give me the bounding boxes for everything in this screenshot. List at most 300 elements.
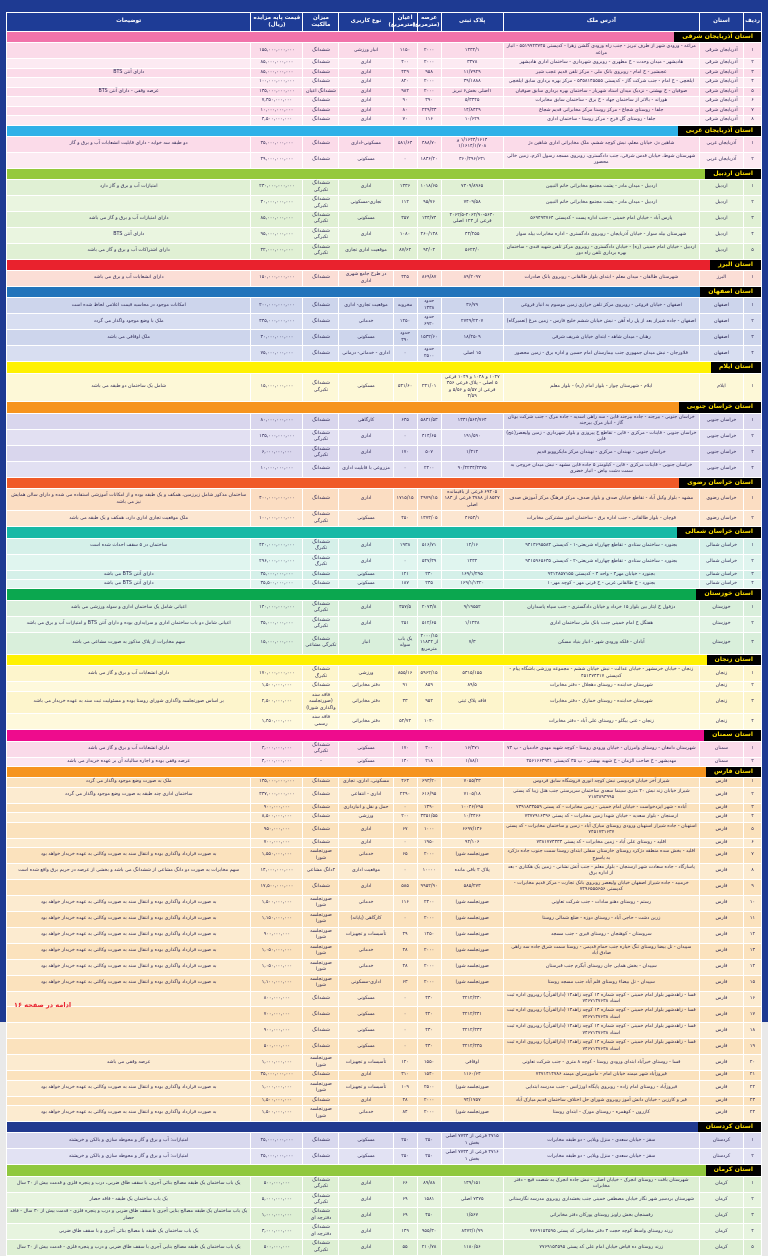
cell-land-area: ۹۲/۰۴ (417, 243, 441, 259)
cell-building-area: ۴۸ (393, 943, 417, 959)
cell-usage-type: مزروعی با قابلیت اداری (339, 461, 393, 477)
cell-base-price: ۷,۳۵۰,۰۰۰,۰۰۰ (251, 97, 303, 106)
cell-building-area: ۱۳۳۶ (393, 180, 417, 196)
cell-plate-number: ۸۹/۲۰۹۷ (441, 271, 503, 287)
cell-plate-number: ۱۸/۴۵۰۹ (441, 330, 503, 346)
cell-address: اردبیل - خیابان امام خمینی (ره) - خیابان دادگستری - روبروی مرکز تلفن شهید قندی - ساختمان بهره برداری تلفن راه دور (503, 243, 699, 259)
cell-row-index: ۱۱ (743, 911, 761, 927)
cell-building-area: ۴۲۹ (393, 68, 417, 77)
cell-address: سپیدان - تل بیضاء روستای قلم آباد جنب مسجد روستا (503, 975, 699, 991)
cell-plate-number: ۴۴/۲۵۵ (441, 227, 503, 243)
cell-usage-type: مسکونی (339, 1007, 393, 1023)
cell-base-price: ۱,۰۰۰,۰۰۰,۰۰۰ (251, 1055, 303, 1071)
cell-address: فسا - زاهدشهر بلوار امام خمینی - کوچه شماره ۱۴ کوچه زاهد۱۴ (دارالقرآن) روبروی اداره ثبت اسناد ۷۴۶۷۱۳۷۶۳۸ (503, 1023, 699, 1039)
cell-base-price: ۱,۰۰۰,۰۰۰,۰۰۰ (251, 1080, 303, 1096)
table-row (7, 570, 762, 579)
cell-row-index: ۴ (743, 1224, 761, 1240)
cell-building-area: یک باب سوله (393, 632, 417, 654)
section-strip (7, 31, 762, 42)
section-strip (7, 1165, 762, 1176)
cell-notes: ملک موقعیت تجاری اداری دارد، همکف و یک طبقه می باشد (7, 511, 251, 527)
cell-row-index: ۲ (743, 196, 761, 212)
cell-row-index: ۲ (743, 314, 761, 330)
cell-plate-number: ۷۴۷۵ اصلی (441, 1192, 503, 1208)
cell-base-price: ۵,۰۰۰,۰۰۰,۰۰۰ (251, 1192, 303, 1208)
cell-ownership: ششدانگ (303, 413, 339, 429)
cell-row-index: ۱ (743, 136, 761, 152)
section-strip (7, 730, 762, 741)
table-row (7, 741, 762, 757)
cell-province: خراسان رضوی (699, 511, 743, 527)
cell-ownership: صورتجلسه شورا (303, 943, 339, 959)
cell-row-index: ۴ (743, 346, 761, 362)
cell-notes: امتیازات: آب و برق و گاز و محوطه سازی و بالکن و خرپشته (7, 1149, 251, 1165)
cell-base-price: ۱,۵۰۰,۰۰۰,۰۰۰ (251, 682, 303, 691)
cell-land-area: ۲۰۰۰ (417, 59, 441, 68)
cell-base-price: ۱۷,۵۰۰,۰۰۰,۰۰۰ (251, 879, 303, 895)
cell-usage-type: مسکونی (339, 1039, 393, 1055)
cell-notes (7, 1039, 251, 1055)
cell-row-index: ۱ (743, 741, 761, 757)
cell-address: فسا - زاهدشهر بلوار امام خمینی - کوچه شماره ۱۴ کوچه زاهد۱۴ (دارالقرآن) روبروی اداره ثبت اسناد ۷۴۶۷۱۳۷۶۳۸ (503, 1039, 699, 1055)
cell-notes (7, 1007, 251, 1023)
section-label: استان خراسان جنوبی (679, 402, 761, 412)
cell-notes (7, 78, 251, 87)
cell-land-area: ۲۰۰۰ (417, 43, 441, 59)
column-header-plate-number: پلاک ثبتی (441, 13, 503, 32)
table-row (7, 895, 762, 911)
cell-plate-number: صورتجلسه شورا (441, 1080, 503, 1096)
cell-address: اردبیل - میدان مادر - پشت مجتمع مخابراتی خاتم النبیین (503, 196, 699, 212)
cell-usage-type: اداری (339, 822, 393, 838)
cell-notes (7, 803, 251, 812)
cell-plate-number: اوقافی (441, 1055, 503, 1071)
table-row (7, 600, 762, 616)
cell-land-area: ۵۸۳۱/۵۳ (417, 413, 441, 429)
cell-ownership: ششدانگ (303, 68, 339, 77)
table-row (7, 838, 762, 847)
cell-notes: ملک اوقافی می باشد (7, 330, 251, 346)
cell-usage-type: مسکونی-اداری (339, 136, 393, 152)
cell-notes (7, 97, 251, 106)
section-strip (7, 402, 762, 413)
cell-ownership: ششدانگ (303, 1133, 339, 1149)
cell-address: شهرستان بافت - روستای انجرک - خیابان اصلی - نبش جاده انجرک به شصت فیچ - دفتر مخابرات (503, 1176, 699, 1192)
cell-building-area: ۹۰ (393, 97, 417, 106)
cell-land-area: ۴۵۰ (417, 1208, 441, 1224)
cell-land-area: ۱۳۹۰ (417, 803, 441, 812)
cell-land-area: ۲۰۰۰ (417, 975, 441, 991)
cell-province: زنجان (699, 691, 743, 713)
cell-address: خراسان جنوبی - قاینات مرکزی - قاین - کیلومتر ۵ جاده قاین مشهد - نبش میدان خروجی به سمت دشت بیاض - انبار خضری (503, 461, 699, 477)
cell-building-area: ۵۵ (393, 1240, 417, 1256)
cell-usage-type: مسکونی (339, 330, 393, 346)
cell-row-index: ۵ (743, 822, 761, 838)
cell-ownership: ششدانگ (303, 116, 339, 125)
cell-notes (7, 682, 251, 691)
cell-base-price: ۴,۰۰۰,۰۰۰,۰۰۰ (251, 757, 303, 766)
cell-province: آذربایجان شرقی (699, 59, 743, 68)
cell-address: فسا - زاهدشهر بلوار امام خمینی - کوچه شماره ۱۴ کوچه زاهد۱۴ (دارالقرآن) روبروی اداره ثبت اسناد ۷۴۶۷۱۳۷۶۳۸ (503, 1007, 699, 1023)
cell-province: اصفهان (699, 330, 743, 346)
cell-land-area: ۱۵۴۰ (417, 1071, 441, 1080)
cell-land-area: ۱۱۶ (417, 116, 441, 125)
cell-base-price: ۱۳۵,۰۰۰,۰۰۰,۰۰۰ (251, 778, 303, 787)
cell-notes (7, 1096, 251, 1105)
cell-usage-type: اداری (339, 68, 393, 77)
cell-row-index: ۱ (743, 1176, 761, 1192)
cell-ownership: ششدانگ تکبرگ (303, 538, 339, 554)
cell-usage-type: اداری (339, 1240, 393, 1256)
cell-row-index: ۳ (743, 632, 761, 654)
cell-plate-number: ۶۶۹۷/۱۳۶ (441, 822, 503, 838)
cell-ownership: ششدانگ (303, 136, 339, 152)
cell-usage-type: اداری (339, 180, 393, 196)
table-row (7, 59, 762, 68)
cell-ownership: ششدانگ تکبرگی (303, 196, 339, 212)
cell-land-area: ۱۰۰۰۰ (417, 864, 441, 880)
cell-plate-number: ۶۹۴۰۵ فرعی از باقیمانده ۸۵۲۷ از ۳۷۸۸ فرعی از ۱۸۳ اصلی (441, 488, 503, 510)
cell-row-index: ۳ (743, 691, 761, 713)
cell-land-area: ۱۰۱۸/۶۵ (417, 180, 441, 196)
cell-usage-type: اداری - خدماتی- درمانی (339, 346, 393, 362)
cell-plate-number: ۴۶۵۳/۱ (441, 511, 503, 527)
cell-row-index: ۱۸ (743, 1023, 761, 1039)
cell-usage-type: مسکونی (339, 757, 393, 766)
header-row (7, 13, 762, 32)
cell-province: فارس (699, 1096, 743, 1105)
cell-usage-type: خدماتی (339, 314, 393, 330)
cell-province: فارس (699, 838, 743, 847)
cell-notes: ساختمان در ۵ سقف احداث شده است (7, 538, 251, 554)
cell-building-area: ۳۵۷/۵ (393, 600, 417, 616)
cell-ownership: ششدانگ (303, 838, 339, 847)
cell-plate-number: ۱۴۳۲/۱ (441, 43, 503, 59)
cell-plate-number: ۱۳۹/۱۵۱ (441, 1176, 503, 1192)
cell-address: خراسان جنوبی - قاینات - مرکزی - قاین - تقاطع خ پیروزی و بلوار شهرداری - زمین ولیعصر(عج) قاین (503, 429, 699, 445)
cell-notes (7, 152, 251, 168)
cell-building-area: ۰ (393, 1023, 417, 1039)
cell-plate-number: صورتجلسه شورا (441, 959, 503, 975)
cell-land-area: ۵۱۶/۷۱ (417, 538, 441, 554)
cell-notes: عرصه وقفی بوده و اجاره سالیانه آن بر عهده خریدار می باشد (7, 757, 251, 766)
table-row (7, 959, 762, 975)
cell-building-area: ۱۹۳۸ (393, 538, 417, 554)
cell-province: آذربایجان غربی (699, 152, 743, 168)
cell-notes: به صورت قرارداد واگذاری بوده و انتقال سند به صورت وکالتی به عهده خریدار خواهد بود (7, 1080, 251, 1096)
cell-province: کرمان (699, 1224, 743, 1240)
cell-plate-number: ۱۱۸۰/۵۶ (441, 1240, 503, 1256)
cell-building-area: ۹۸۲ (393, 87, 417, 96)
cell-ownership: ششدانگ (303, 314, 339, 330)
cell-land-area: ۴۳۰ (417, 991, 441, 1007)
table-row (7, 554, 762, 570)
table-row (7, 666, 762, 682)
cell-land-area: ۵۱۲/۶۵ (417, 616, 441, 632)
cell-row-index: ۵ (743, 87, 761, 96)
cell-base-price: ۲۳۰,۰۰۰,۰۰۰,۰۰۰ (251, 180, 303, 196)
table-row (7, 714, 762, 730)
cell-address: سقز - خیابان سعدی - منزل ویلایی - دو طبقه مخابرات (503, 1149, 699, 1165)
section-strip (7, 1122, 762, 1133)
cell-ownership: ششدانگ تکبرگی (303, 1240, 339, 1256)
cell-land-area: ۹۵۵/۳۰ (417, 1224, 441, 1240)
cell-row-index: ۱ (743, 271, 761, 287)
cell-province: خراسان جنوبی (699, 461, 743, 477)
cell-building-area: ۴۶۳ (393, 778, 417, 787)
cell-plate-number: ۱۶۹/۱/۱۳۲۰ (441, 579, 503, 588)
cell-plate-number: ۸۴۷۲/۱/۹۹ (441, 1224, 503, 1240)
section-label: استان البرز (710, 260, 761, 270)
cell-province: فارس (699, 959, 743, 975)
cell-building-area: ۱۸۷ (393, 579, 417, 588)
cell-base-price: ۴۹,۰۰۰,۰۰۰,۰۰۰ (251, 152, 303, 168)
cell-usage-type: اداری (339, 1208, 393, 1224)
cell-usage-type: حمل و نقل و انبارداری (339, 803, 393, 812)
table-row (7, 180, 762, 196)
cell-notes (7, 43, 251, 59)
cell-notes (7, 106, 251, 115)
cell-base-price: ۸۵,۰۰۰,۰۰۰,۰۰۰ (251, 68, 303, 77)
cell-usage-type: اداری (339, 429, 393, 445)
continued-note: ادامه در صفحه ۱۶ (14, 1001, 72, 1009)
cell-ownership: ششدانگ (303, 1039, 339, 1055)
cell-land-area: ۸۵۹ (417, 682, 441, 691)
cell-building-area: ۶۹ (393, 1192, 417, 1208)
cell-row-index: ۱ (743, 488, 761, 510)
table-row (7, 78, 762, 87)
cell-usage-type: دفتر مخابراتی (339, 714, 393, 730)
table-row (7, 1192, 762, 1208)
cell-address: فسا - روستای خیرآباد ابتدای ورودی روستا - کوچه ۸ متری - جنب شرکت تعاونی (503, 1055, 699, 1071)
cell-land-area: ۵۹۶۲/۱۵ (417, 666, 441, 682)
cell-base-price: ۹۰۰,۰۰۰,۰۰۰ (251, 1023, 303, 1039)
cell-land-area: ۲۰۰۰ (417, 1096, 441, 1105)
cell-row-index: ۱ (743, 373, 761, 402)
cell-notes: به صورت قرارداد واگذاری بوده و انتقال سند به صورت وکالتی به عهده خریدار خواهد بود (7, 911, 251, 927)
cell-province: خراسان شمالی (699, 554, 743, 570)
cell-plate-number: ۹۴/۱۷۵۷ (441, 1096, 503, 1105)
cell-ownership: ششدانگ (303, 488, 339, 510)
cell-usage-type: تأسیسات و تجهیزات (339, 1055, 393, 1071)
cell-notes: عرصه وقفی می باشد (7, 1055, 251, 1071)
cell-base-price: ۸۵,۰۰۰,۰۰۰,۰۰۰ (251, 59, 303, 68)
cell-plate-number: صورتجلسه شورا (441, 895, 503, 911)
cell-usage-type: اداری (339, 1176, 393, 1192)
cell-province: اردبیل (699, 180, 743, 196)
cell-base-price: ۳۴۵,۰۰۰,۰۰۰,۰۰۰ (251, 314, 303, 330)
cell-usage-type: اداری (339, 87, 393, 96)
cell-base-price: ۱,۵۵۰,۰۰۰,۰۰۰ (251, 848, 303, 864)
cell-building-area: ۰ (393, 991, 417, 1007)
cell-plate-number: ۱/۵۶۷ (441, 1208, 503, 1224)
cell-base-price: ۱,۵۰۰,۰۰۰,۰۰۰ (251, 895, 303, 911)
cell-address: خراسان جنوبی - بیرجند - جاده بیرجند قاین - سه راهی اسدیه - جاده مرک - جنب شرکت بوتان گاز - انبار مرک بیرجند (503, 413, 699, 429)
cell-row-index: ۲ (743, 1149, 761, 1165)
cell-notes (7, 116, 251, 125)
cell-base-price: ۷۰۰,۰۰۰,۰۰۰ (251, 1007, 303, 1023)
cell-base-price: ۳۵,۰۰۰,۰۰۰,۰۰۰ (251, 616, 303, 632)
cell-notes: یک باب ساختمان یک طبقه مصالح بنایی آجری با سقف طاق ضربی و درب و پنجره فلزی - قدمت بیش از ۳۰ سال - فاقد حصار (7, 1208, 251, 1224)
cell-usage-type: خدماتی (339, 943, 393, 959)
cell-base-price: ۱۵,۰۰۰,۰۰۰,۰۰۰ (251, 632, 303, 654)
cell-province: آذربایجان شرقی (699, 43, 743, 59)
cell-ownership: صورتجلسه شورا (303, 1080, 339, 1096)
cell-province: آذربایجان غربی (699, 136, 743, 152)
cell-province: خراسان جنوبی (699, 445, 743, 461)
cell-ownership: صورتجلسه شورا (303, 1106, 339, 1122)
cell-plate-number: صورتجلسه شورا (441, 848, 503, 864)
table-row (7, 538, 762, 554)
cell-land-area: ۱۵۵۰ (417, 1055, 441, 1071)
table-header (7, 13, 762, 32)
cell-province: آذربایجان شرقی (699, 87, 743, 96)
cell-ownership: فاقد سند رسمی (303, 714, 339, 730)
cell-base-price: ۱۵,۰۰۰,۰۰۰,۰۰۰ (251, 373, 303, 402)
cell-usage-type: انبار ورزشی (339, 43, 393, 59)
table-row (7, 212, 762, 228)
cell-ownership: صورتجلسه شورا (303, 848, 339, 864)
section-strip (7, 589, 762, 600)
column-header-land-area: عرصه (مترمربع) (417, 13, 441, 32)
cell-usage-type: مسکونی (339, 1133, 393, 1149)
cell-usage-type: مسکونی (339, 991, 393, 1007)
cell-usage-type: ورزشی (339, 813, 393, 822)
cell-base-price: ۱۴۰,۰۰۰,۰۰۰,۰۰۰ (251, 600, 303, 616)
cell-notes (7, 413, 251, 429)
cell-land-area: ۲۰۰۰ (417, 78, 441, 87)
cell-plate-number: ۲۷۱۶ فرعی از ۷۷۳۴ اصلی بخش ۱ (441, 1149, 503, 1165)
cell-address: پاسارگاد - جاده سعادت شهر ارسنجان - بلوار معلم - جنب آتش نشانی - زمین یک هکتاری - بعد از اداره برق (503, 864, 699, 880)
cell-plate-number: ۱/۱۶۴۴/۱۶۱۴ و ۱/۱۶۱۴/۱/۷۰۸ (441, 136, 503, 152)
cell-ownership: ششدانگ (303, 346, 339, 362)
cell-notes: یک باب ساختمان یک طبقه - فاقد حصار (7, 1192, 251, 1208)
table-row (7, 927, 762, 943)
cell-land-area: ۱۸۳۶/۲۰ (417, 152, 441, 168)
cell-land-area: ۴۱۴/۶۵ (417, 429, 441, 445)
cell-plate-number: فاقد پلاک ثبتی (441, 691, 503, 713)
cell-usage-type: اداری-مسکونی (339, 975, 393, 991)
table-row (7, 271, 762, 287)
cell-plate-number: ۷۴۰۹/۸۹۶۵ (441, 180, 503, 196)
cell-usage-type: اداری (339, 1224, 393, 1240)
cell-base-price: ۱۰۰,۰۰۰,۰۰۰,۰۰۰ (251, 78, 303, 87)
cell-building-area: ۱۲۰ (393, 1055, 417, 1071)
cell-building-area: ۱۱۲ (393, 196, 417, 212)
cell-address: سپیدان - بخش همایی جان روستای آبگرم جنب قبرستان (503, 959, 699, 975)
cell-address: فلاورجان - نبش میدان جمهوری جنب بیمارستان امام حسین و اداره برق - زمین محصور (503, 346, 699, 362)
cell-base-price: ۱,۵۰۰,۰۰۰,۰۰۰ (251, 1096, 303, 1105)
cell-notes: به صورت قرارداد واگذاری بوده و انتقال سند به صورت وکالتی به عهده خریدار خواهد بود (7, 895, 251, 911)
cell-province: فارس (699, 943, 743, 959)
cell-ownership: ششدانگ (303, 298, 339, 314)
cell-base-price: ۸۰۰,۰۰۰,۰۰۰ (251, 991, 303, 1007)
cell-building-area: ۰ (393, 864, 417, 880)
cell-ownership: ششدانگ (303, 682, 339, 691)
cell-usage-type: کارگاهی (339, 413, 393, 429)
table-row (7, 314, 762, 330)
cell-row-index: ۳ (743, 803, 761, 812)
cell-building-area: ۱۱۶ (393, 895, 417, 911)
cell-row-index: ۱ (743, 43, 761, 59)
table-row (7, 346, 762, 362)
cell-building-area: ۴۸ (393, 959, 417, 975)
cell-ownership: ششدانگ (303, 152, 339, 168)
cell-province: کرمان (699, 1176, 743, 1192)
table-row (7, 1007, 762, 1023)
cell-notes (7, 429, 251, 445)
cell-notes: سهم مخابرات به صورت دو دانگ مشاعی از ششدانگ می باشد و بخشی از عرصه در حریم برق واقع شده است (7, 864, 251, 880)
cell-province: فارس (699, 787, 743, 803)
cell-notes: دارای آنتن BTS (7, 68, 251, 77)
cell-notes: به صورت قرارداد واگذاری بوده و انتقال سند به صورت وکالتی به عهده خریدار خواهد بود (7, 927, 251, 943)
cell-province: خراسان شمالی (699, 579, 743, 588)
cell-usage-type: انبار (339, 632, 393, 654)
table-row (7, 97, 762, 106)
cell-building-area: ۸۴ (393, 1106, 417, 1122)
cell-base-price: ۵۰۰,۰۰۰,۰۰۰ (251, 1240, 303, 1256)
cell-address: آباده - شهر ایزدخواست - خیابان امام خمینی - زمین مخابرات - کد پستی ۷۳۹۱۸۳۳۵۵۹ (503, 803, 699, 812)
cell-base-price: ۹۰۰,۰۰۰,۰۰۰ (251, 803, 303, 812)
cell-usage-type: مسکونی (339, 511, 393, 527)
section-strip (7, 655, 762, 666)
cell-row-index: ۲ (743, 682, 761, 691)
cell-building-area: ۱۷۱۵/۱۵ (393, 488, 417, 510)
cell-row-index: ۵ (743, 243, 761, 259)
cell-usage-type: اداری (339, 97, 393, 106)
cell-address: مراغه - ورودی شهر از طرف تبریز - جنب راه ورودی گلشن زهرا - کدپستی ۵۵۱۹۹۴۳۷۴۵ - انبار مراغه (503, 43, 699, 59)
cell-address: ایلخچی - خ امام - جنب شرکت گاز - کدپستی ۵۳۵۸۱۴۵۵۵۵ - مرکز بهره برداری سابق ایلخچی (503, 78, 699, 87)
table-row (7, 616, 762, 632)
cell-base-price: ۱,۰۵۰,۰۰۰,۰۰۰ (251, 943, 303, 959)
cell-province: فارس (699, 927, 743, 943)
cell-row-index: ۲ (743, 152, 761, 168)
cell-ownership: ششدانگ تکبرگی (303, 600, 339, 616)
cell-usage-type: موقعیت تجاری- اداری (339, 298, 393, 314)
cell-address: صوفیان - خ بهشتی - نزدیک میدان استاد شهریار - ساختمان بهره برداری سابق صوفیان (503, 87, 699, 96)
table-row (7, 911, 762, 927)
section-label: استان خراسان رضوی (679, 478, 761, 488)
cell-row-index: ۲ (743, 511, 761, 527)
cell-row-index: ۵ (743, 1240, 761, 1256)
cell-base-price: ۱۵۰,۰۰۰,۰۰۰,۰۰۰ (251, 271, 303, 287)
cell-base-price: ۳۵,۵۰۰,۰۰۰,۰۰۰ (251, 579, 303, 588)
cell-province: آذربایجان شرقی (699, 116, 743, 125)
cell-ownership: ششدانگ (303, 879, 339, 895)
cell-plate-number: ۱۳۳۱/۵۶۲/۷۶۴ (441, 413, 503, 429)
cell-usage-type: اداری (339, 106, 393, 115)
cell-ownership: صورتجلسه شورا (303, 895, 339, 911)
cell-ownership: صورتجلسه شورا (303, 959, 339, 975)
cell-notes: ساختمان مذکور شامل زیرزمین، همکف و یک طبقه بوده و از امکانات آموزشی استفاده می شده و دارای سالن همایش نیز می باشد (7, 488, 251, 510)
cell-address: بجنورد - خ طالقانی غربی - خ قرنی مهر - کوچه مهر۱۰ (503, 579, 699, 588)
cell-notes (7, 714, 251, 730)
cell-ownership: ششدانگ (303, 787, 339, 803)
cell-building-area: ۸۲۰ (393, 78, 417, 87)
cell-address: زرین دشت - حاجی آباد - روستای دوزه - ضلع شمالی روستا (503, 911, 699, 927)
cell-building-area: ۶۳ (393, 975, 417, 991)
cell-province: البرز (699, 271, 743, 287)
cell-address: بجنورد - ساختمان ستادی - تقاطع چهارراه شریعتی-۲ - کدپستی ۹۴۱۵۹۶۵۶۳۵ (503, 554, 699, 570)
cell-address: سروستان - کوهنجان - روستای قیری - جنب مسجد (503, 927, 699, 943)
cell-province: زنجان (699, 666, 743, 682)
cell-address: مشهد - بلوار وکیل آباد - تقاطع خیابان صدف و بلوار صدف، مرکز فرهنگ مرکز آموزش صدف (503, 488, 699, 510)
section-strip (7, 477, 762, 488)
cell-land-area: ۲۰۰۰ (417, 943, 441, 959)
cell-ownership: ششدانگ تکبرگی (303, 212, 339, 228)
cell-row-index: ۱۷ (743, 1007, 761, 1023)
cell-plate-number: ۱۰۴۷ و ۱۰۴۸ و ۱۰۴۹ فرعی ۵ اصلی - پلاک فرعی ۳۵۶ فرعی از ۵/۵۷ و ۵/۵۶ و ۴/۵۹ (441, 373, 503, 402)
